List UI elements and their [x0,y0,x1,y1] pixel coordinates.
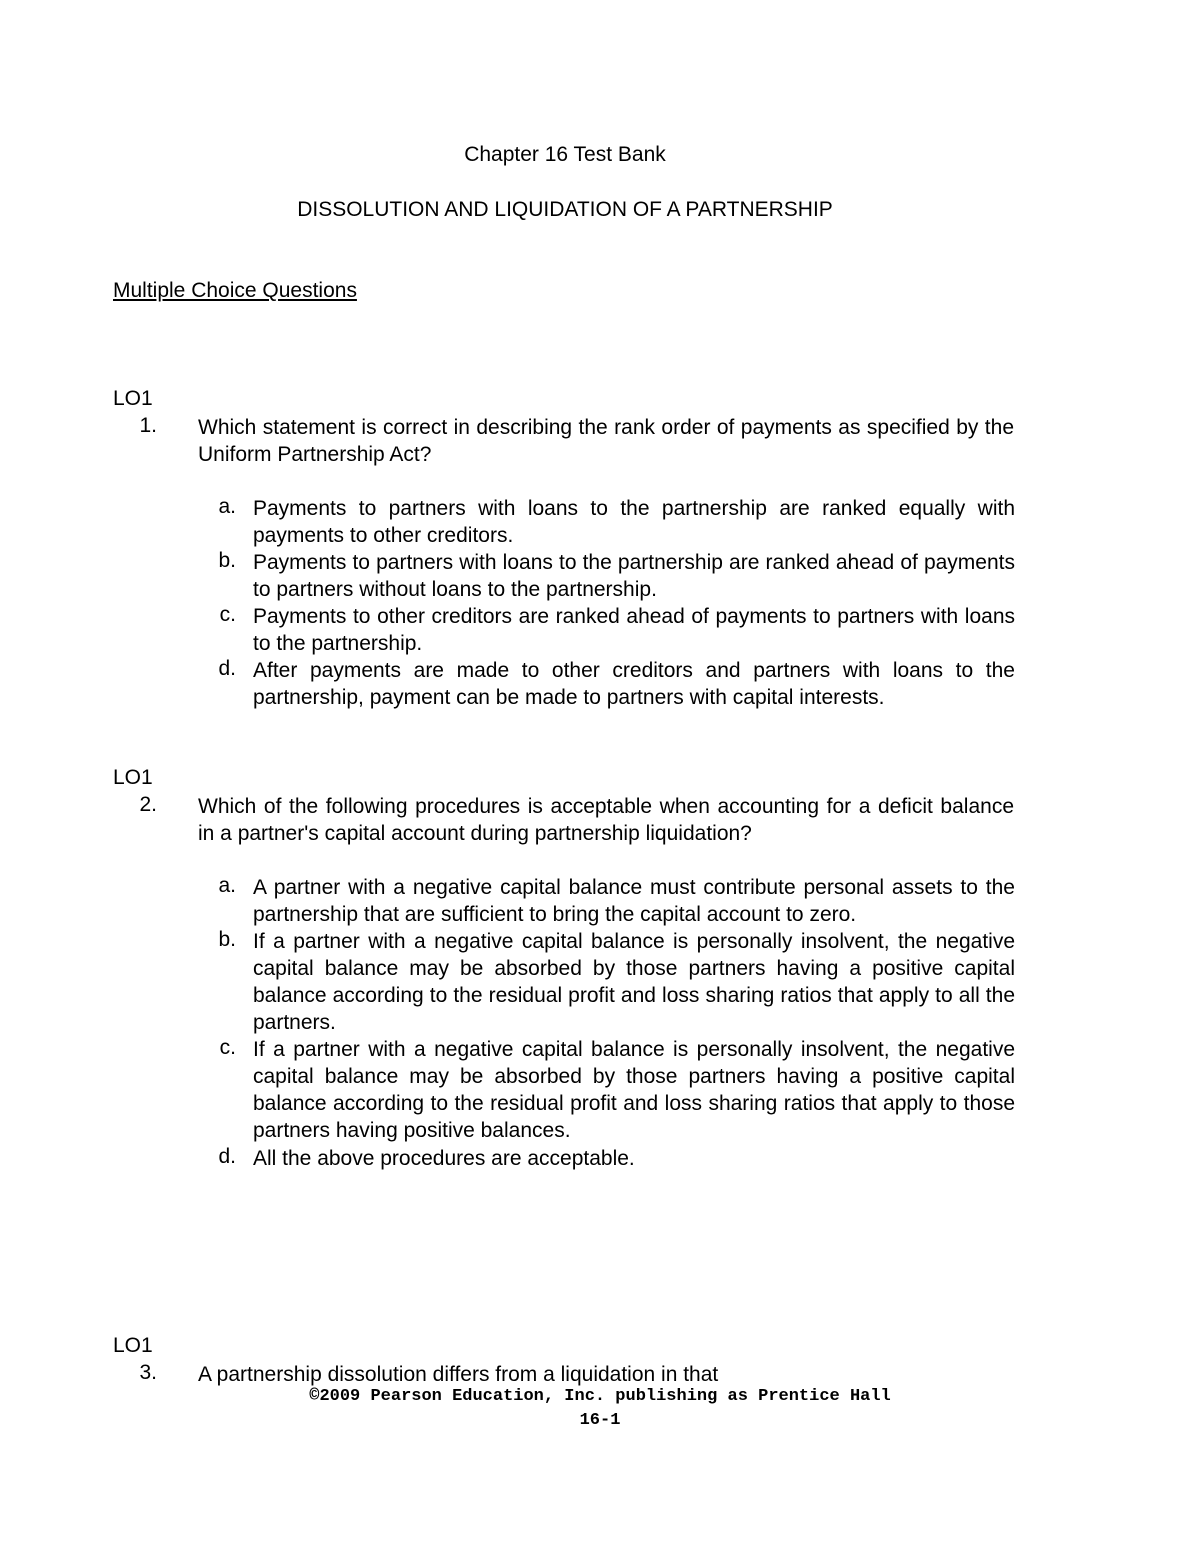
option-letter: b. [218,549,236,572]
copyright-footer: ©2009 Pearson Education, Inc. publishing as Prentice Hall [309,1387,891,1406]
option-text: All the above procedures are acceptable. [253,1147,635,1170]
question-number: 1. [139,414,157,437]
chapter-title: Chapter 16 Test Bank [464,143,666,166]
option-letter: a. [218,874,236,897]
option-letter: b. [218,928,236,951]
option-text: Payments to other creditors are ranked ahead of payments to partners with loans to the partnership. [253,605,1015,655]
learning-objective-label: LO1 [113,766,153,789]
option-text: After payments are made to other creditors and partners with loans to the partnership, payment can be made to partners with capital interests. [253,659,1015,709]
question-number: 2. [139,793,157,816]
option-text: If a partner with a negative capital balance is personally insolvent, the negative capital balance may be absorbed by those partners having a positive capital balance according to the residual profit and loss sharing ratios that apply to those partners having positive balances. [253,1038,1015,1142]
question-text: Which statement is correct in describing the rank order of payments as specified by the Uniform Partnership Act? [198,416,1014,466]
page-number: 16-1 [579,1411,621,1430]
option-text: If a partner with a negative capital balance is personally insolvent, the negative capital balance may be absorbed by those partners having a positive capital balance according to the residual profit and loss sharing ratios that apply to all the partners. [253,930,1015,1034]
option-letter: c. [219,1036,236,1059]
option-letter: d. [218,1145,236,1168]
option-letter: d. [218,657,236,680]
option-letter: a. [218,495,236,518]
learning-objective-label: LO1 [113,387,153,410]
section-heading: Multiple Choice Questions [113,279,357,302]
question-text: Which of the following procedures is acceptable when accounting for a deficit balance in a partner's capital account during partnership liquidation? [198,795,1014,845]
option-text: A partner with a negative capital balance must contribute personal assets to the partnership that are sufficient to bring the capital account to zero. [253,876,1015,926]
option-text: Payments to partners with loans to the partnership are ranked equally with payments to other creditors. [253,497,1015,547]
chapter-subtitle: DISSOLUTION AND LIQUIDATION OF A PARTNERSHIP [297,198,833,221]
question-text: A partnership dissolution differs from a liquidation in that [198,1363,719,1386]
learning-objective-label: LO1 [113,1334,153,1357]
question-number: 3. [139,1361,157,1384]
option-text: Payments to partners with loans to the partnership are ranked ahead of payments to partners without loans to the partnership. [253,551,1015,601]
option-letter: c. [219,603,236,626]
